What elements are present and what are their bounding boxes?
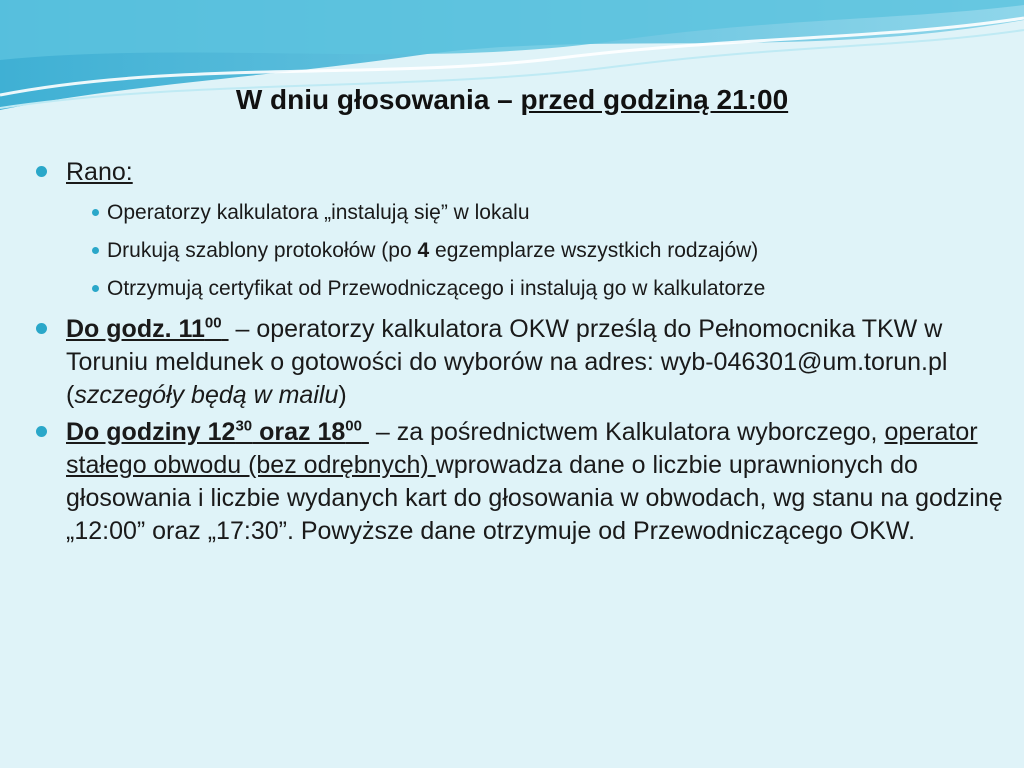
bullet-rano [36,156,1011,189]
title-part1: W dniu głosowania – [235,84,521,115]
rano-subitem-3: Otrzymują certyfikat od Przewodniczącego i instalują go w kalkulatorze [92,275,1011,303]
slide-content [36,150,1011,548]
slide-title [0,84,1024,116]
rano-subitem-1: Operatorzy kalkulatora „instalują się” w lokalu [92,199,1011,227]
rano-subitem-2: Drukują szablony protokołów (po 4 egzemplarze wszystkich rodzajów) [92,237,1011,265]
bullet-do-godziny-12-18: Do godziny $12^{30}$ oraz $18^{00}$ – za pośrednictwem Kalkulatora wyborczego, operator stałego obwodu (bez odrębnych) wprowadza dane o liczbie uprawnionych do głosowania i liczbie wydanych kart do głosowania w obwodach, wg stanu na godzinę „12:00” oraz „17:30”. Powyższe dane otrzymuje od Przewodniczącego OKW. [36,416,1011,548]
item3-label: Do godziny $12^{30}$ oraz $18^{00}$ [66,417,362,446]
rano-label: Rano: [66,158,133,186]
item2-label: Do godz. $11^{00}$ [66,314,222,343]
bullet-do-godz-11: Do godz. $11^{00}$ – operatorzy kalkulatora OKW prześlą do Pełnomocnika TKW w Toruniu meldunek o gotowości do wyborów na adres: wyb-046301@um.torun.pl (szczegóły będą w mailu) [36,313,1011,412]
title-part2: przed godziną 21:00 [520,84,789,115]
